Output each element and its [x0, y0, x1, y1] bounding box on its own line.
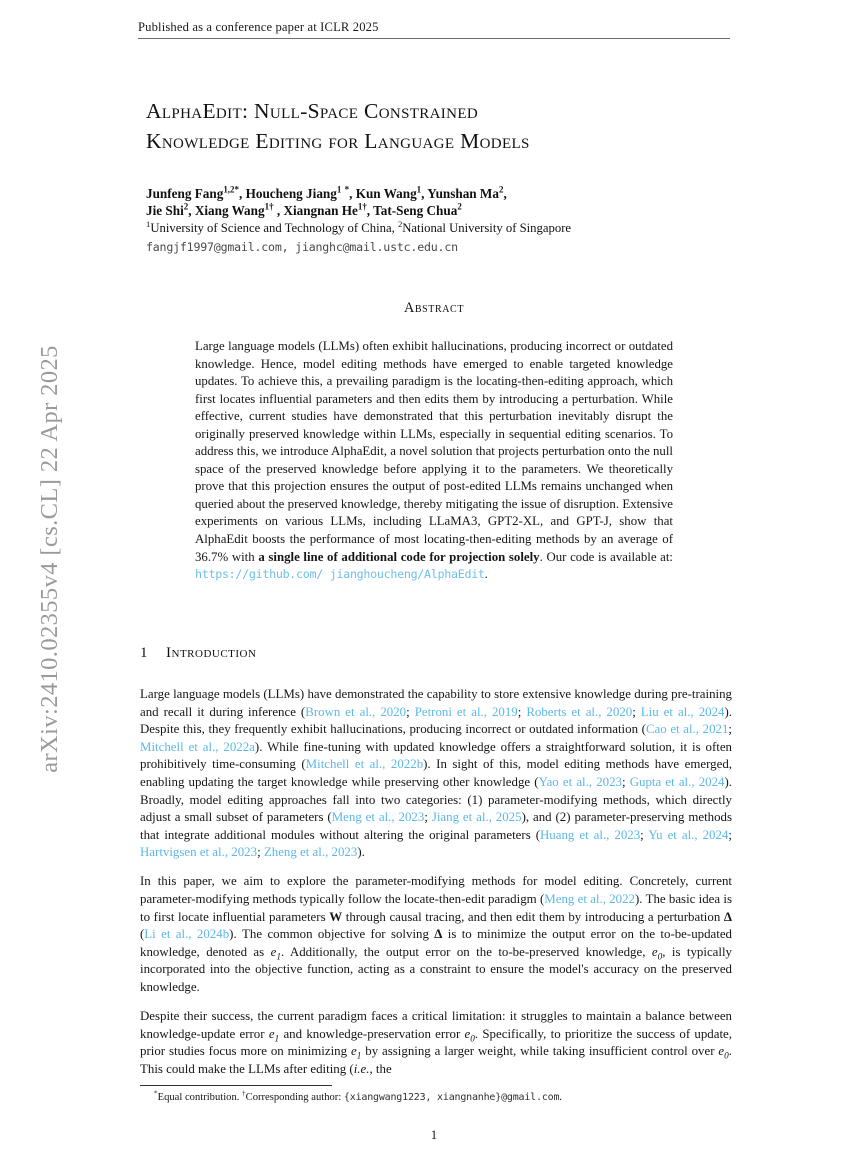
arxiv-stamp-text: arXiv:2410.02355v4 [cs.CL] 22 Apr 2025: [36, 345, 63, 773]
affiliation-line: $^1$University of Science and Technology of China, $^2$National University of Singapore: [146, 218, 572, 235]
title-line-2: Knowledge Editing for Language Models: [146, 129, 530, 153]
section-title: Introduction: [166, 645, 257, 661]
author-line-2: Jie Shi$^2$, Xiang Wang$^{1\dagger}$ , Xiangnan $He^{1\dagger}$, Tat-Seng Chua$^2$: [146, 201, 462, 218]
author-emails: fangjf1997@gmail.com, jianghc@mail.ustc.edu.cn: [146, 239, 458, 254]
running-header-text: Published as a conference paper at ICLR 2025: [138, 20, 379, 34]
paragraph-1: Large language models (LLMs) have demonstrated the capability to store extensive knowledge during pre-training and recall it during inference (Brown et al., 2020; Petroni et al., 2019; Roberts et al., 2020; Liu et al., 2024). Despite this, they frequently exhibit hallucinations, producing incorrect or outdated information (Cao et al., 2021; Mitchell et al., 2022a). While fine-tuning with updated knowledge offers a straightforward solution, it is often prohibitively time-consuming (Mitchell et al., 2022b). In sight of this, model editing methods have emerged, enabling updating the target knowledge while preserving other knowledge (Yao et al., 2023; Gupta et al., 2024). Broadly, model editing approaches fall into two categories: (1) parameter-modifying methods, which directly adjust a small subset of parameters (Meng et al., 2023; Jiang et al., 2025), and (2) parameter-preserving methods that integrate additional modules without altering the original parameters (Huang et al., 2023; Yu et al., 2024; Hartvigsen et al., 2023; Zheng et al., 2023).: [140, 687, 733, 860]
paragraph-2: In this paper, we aim to explore the parameter-modifying methods for model editing. Concretely, current parameter-modifying methods typically follow the locate-then-edit paradigm (Meng et al., 2022). The basic idea is to first locate influential parameters W through causal tracing, and then edit them by introducing a perturbation Δ (Li et al., 2024b). The common objective for solving Δ is to minimize the output error on the to-be-updated knowledge, denoted as $e_1$. Additionally, the output error on the to-be-preserved knowledge, $e_0$, is typically incorporated into the objective function, acting as a constraint to ensure the model's accuracy on the preserved knowledge.: [140, 874, 733, 994]
running-header: [138, 20, 730, 39]
abstract-heading: Abstract: [403, 300, 465, 316]
paragraph-3: Despite their success, the current paradigm faces a critical limitation: it struggles to maintain a balance between knowledge-update error $e_1$ and knowledge-preservation error $e_0$. Specifically, to prioritize the success of update, prior studies focus more on minimizing $e_1$ by assigning a larger weight, while taking insufficient control over $e_0$. This could make the LLMs after editing (i.e., the: [140, 1009, 733, 1076]
section-body-introduction: [140, 686, 732, 1090]
title-line-1: AlphaEdit: Null-Space Constrained: [146, 99, 479, 123]
page-title: [146, 96, 726, 156]
footnote-text: *Equal contribution. †Corresponding author: {xiangwang1223, xiangnanhe}@gmail.com.: [154, 1089, 562, 1103]
author-line-1: Junfeng Fang$^{1,2*}$, Houcheng Jiang$^1$ *, Kun Wang$^1$, Yunshan Ma$^2$,: [146, 184, 507, 201]
abstract-body: Large language models (LLMs) often exhibit hallucinations, producing incorrect or outdated knowledge. Hence, model editing methods have emerged to enable targeted knowledge updates. To achieve this, a prevailing paradigm is the locating-then-editing approach, which first locates influential parameters and then edits them by introducing a perturbation. While effective, current studies have demonstrated that this perturbation inevitably disrupt the originally preserved knowledge within LLMs, especially in sequential editing scenarios. To address this, we introduce AlphaEdit, a novel solution that projects perturbation onto the null space of the preserved knowledge before applying it to the parameters. We theoretically prove that this projection ensures the output of post-edited LLMs remains unchanged when queried about the preserved knowledge, thereby mitigating the issue of disruption. Extensive experiments on various LLMs, including LLaMA3, GPT2-XL, and GPT-J, show that AlphaEdit boosts the performance of most locating-then-editing methods by an average of 36.7% with a single line of additional code for projection solely. Our code is available at: https://github.com/ jianghoucheng/AlphaEdit.: [195, 339, 674, 582]
author-block: [146, 186, 726, 256]
paper-page: [138, 0, 733, 1150]
arxiv-stamp: [0, 0, 90, 1150]
page-number: 1: [430, 1128, 438, 1142]
footnote-rule: [140, 1085, 332, 1086]
section-number: 1: [140, 645, 148, 661]
section-heading-introduction: [140, 645, 732, 662]
header-rule: [138, 38, 730, 39]
footnote: [140, 1085, 732, 1105]
